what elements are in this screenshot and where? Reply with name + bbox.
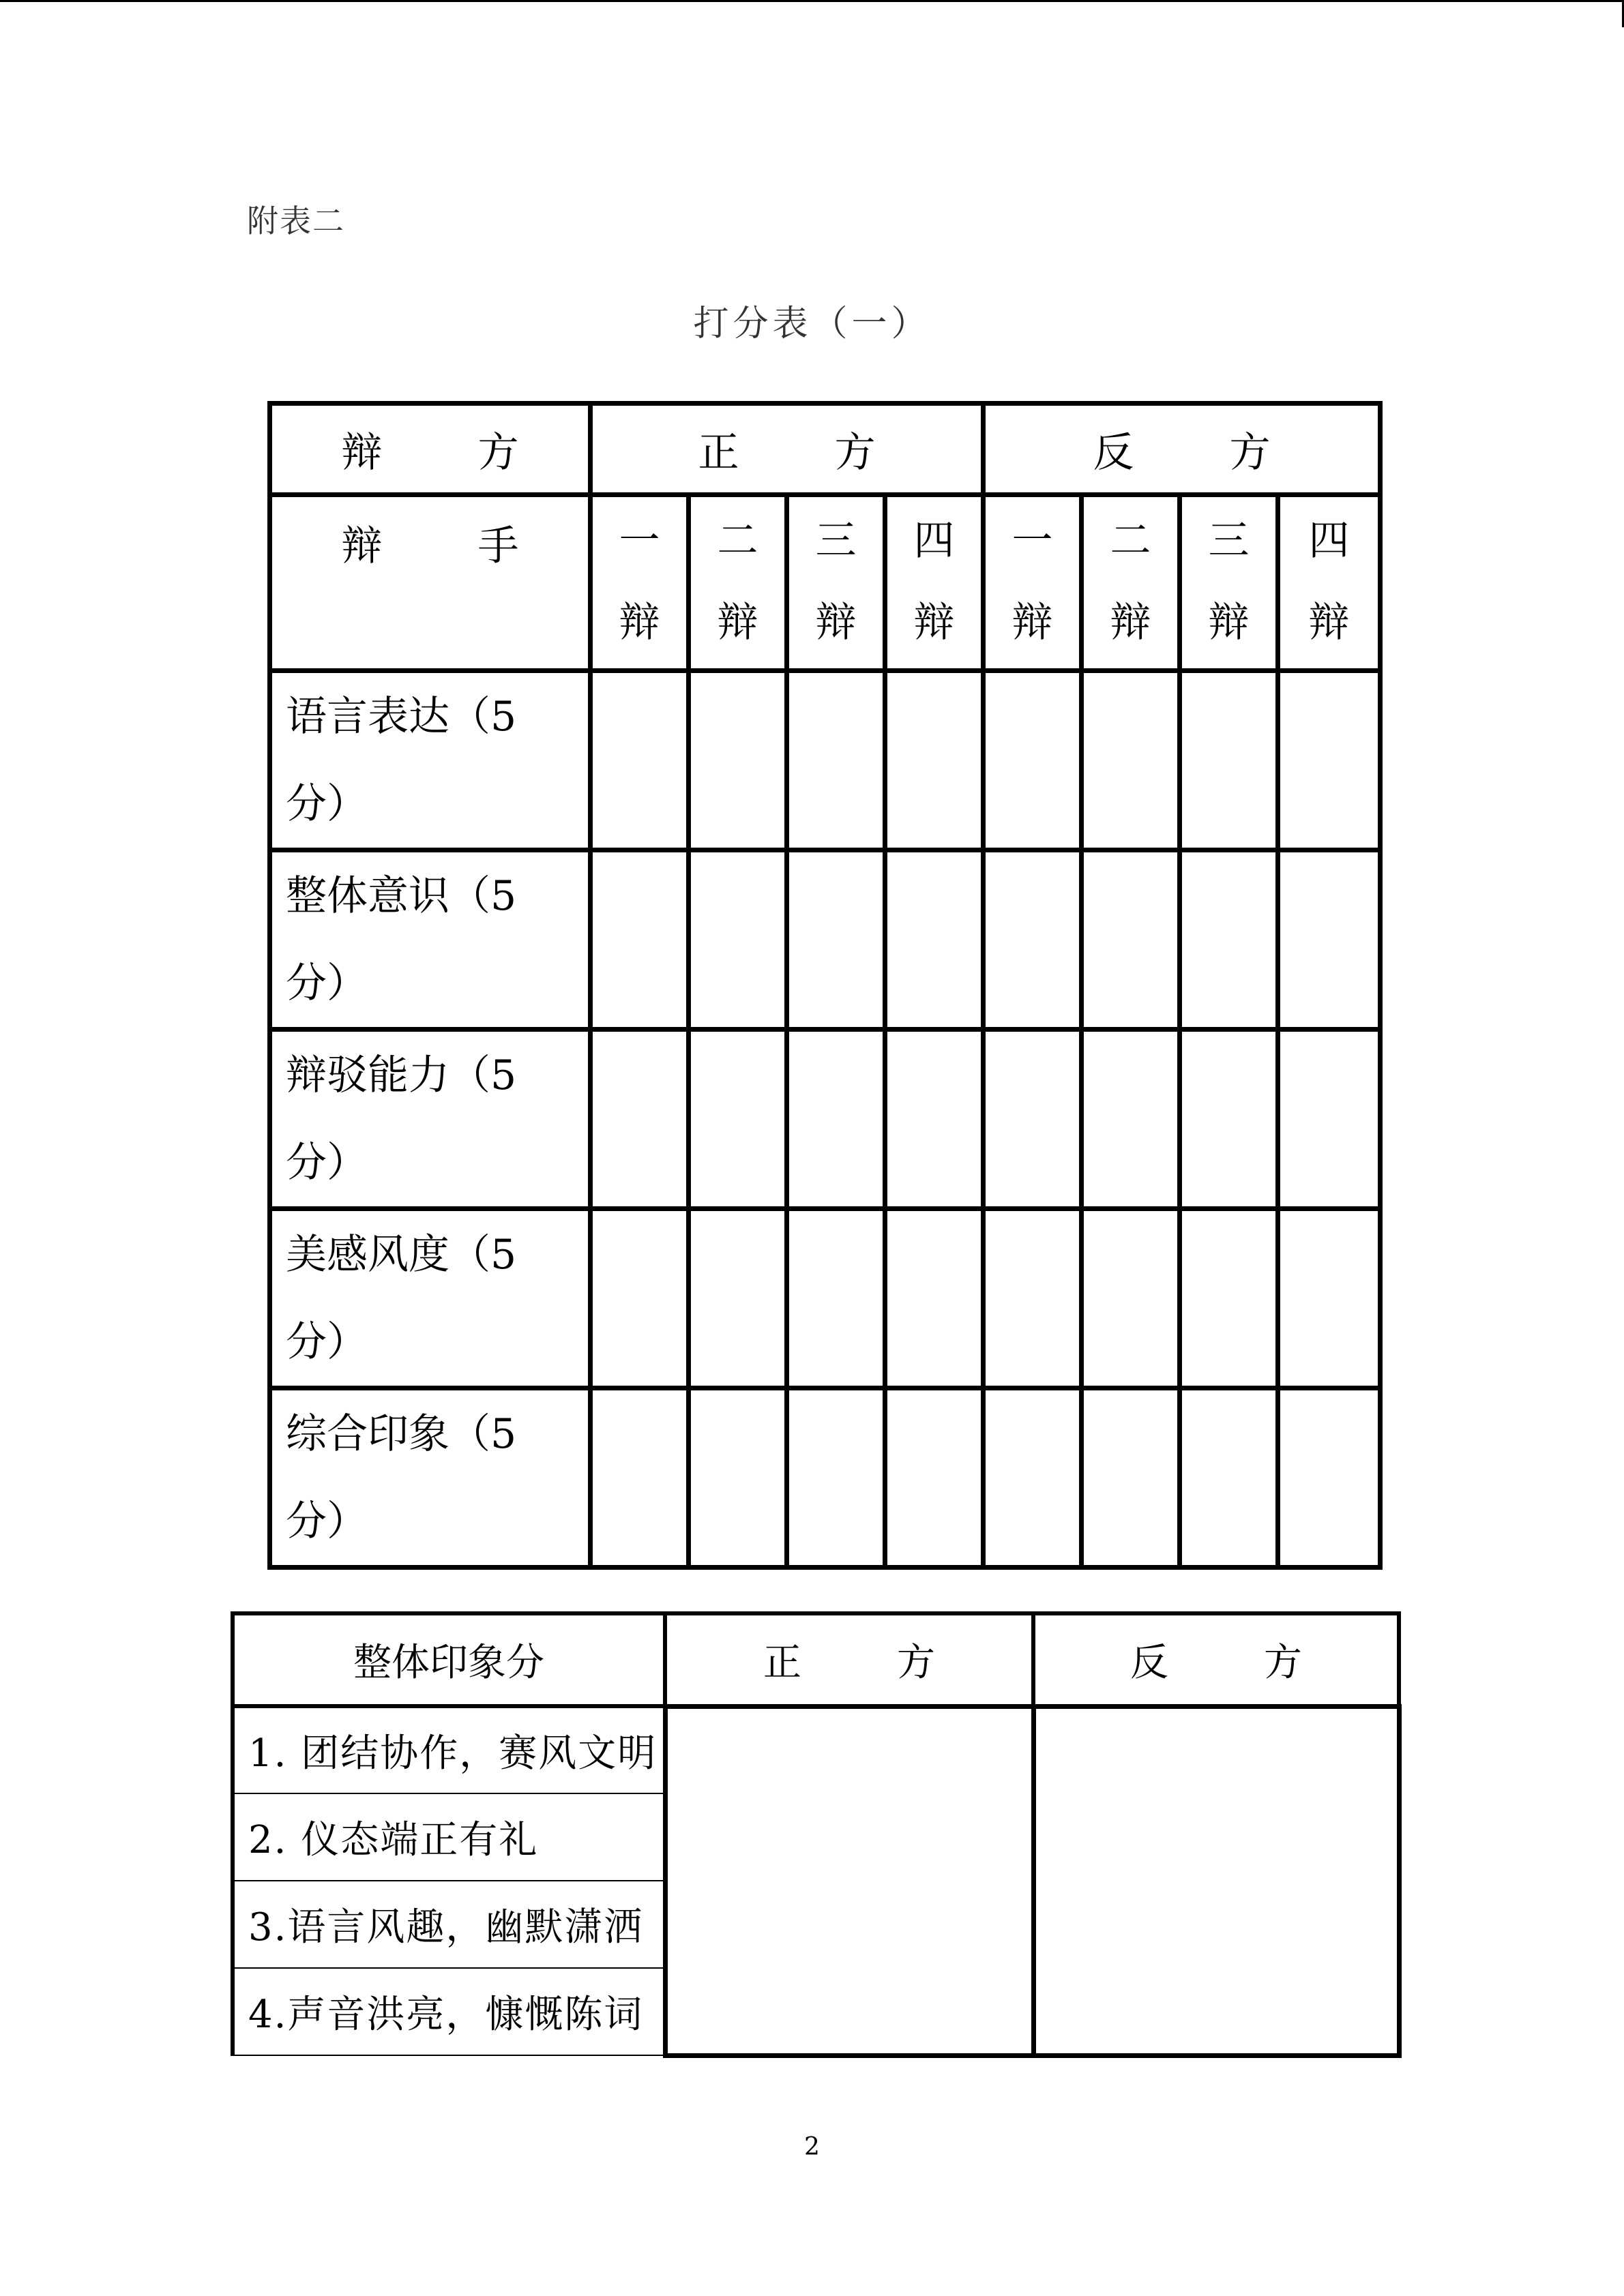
score-cell[interactable] [1082, 1030, 1180, 1209]
score-cell[interactable] [1180, 850, 1278, 1030]
score-cell[interactable] [689, 1388, 787, 1568]
score-cell[interactable] [885, 850, 984, 1030]
score-cell[interactable] [591, 850, 689, 1030]
debater-cell-neg-1: 一 辩 [984, 495, 1082, 671]
debater-cell-neg-3: 三 辩 [1180, 495, 1278, 671]
score-cell[interactable] [1278, 1388, 1381, 1568]
page-number: 2 [804, 2133, 820, 2161]
score-cell[interactable] [1082, 1209, 1180, 1388]
criterion-label: 整体意识（5 分） [270, 850, 591, 1030]
score-cell[interactable] [787, 1030, 885, 1209]
score-cell[interactable] [1180, 1209, 1278, 1388]
criterion-row [270, 671, 1381, 850]
score-cell[interactable] [591, 1030, 689, 1209]
criterion-label: 美感风度（5 分） [270, 1209, 591, 1388]
impression-header-row [233, 1613, 1399, 1706]
debater-header-row [270, 495, 1381, 671]
score-cell[interactable] [689, 1209, 787, 1388]
score-cell[interactable] [984, 1209, 1082, 1388]
criterion-label: 语言表达（5 分） [270, 671, 591, 850]
score-cell[interactable] [1278, 850, 1381, 1030]
score-cell[interactable] [787, 850, 885, 1030]
score-cell[interactable] [787, 1209, 885, 1388]
debater-cell-aff-4: 四 辩 [885, 495, 984, 671]
score-cell[interactable] [787, 1388, 885, 1568]
score-cell[interactable] [885, 1209, 984, 1388]
score-cell[interactable] [591, 1209, 689, 1388]
impression-item: 2. 仪态端正有礼 [233, 1793, 665, 1881]
debater-cell-aff-3: 三 辩 [787, 495, 885, 671]
debater-cell-neg-4: 四 辩 [1278, 495, 1381, 671]
score-cell[interactable] [689, 1030, 787, 1209]
impression-item: 4.声音洪亮，慷慨陈词 [233, 1968, 665, 2055]
impression-item: 1. 团结协作，赛风文明 [233, 1706, 665, 1793]
score-cell[interactable] [591, 671, 689, 850]
criterion-label: 综合印象（5 分） [270, 1388, 591, 1568]
score-cell[interactable] [885, 1030, 984, 1209]
criterion-row [270, 1209, 1381, 1388]
score-cell[interactable] [885, 1388, 984, 1568]
score-cell[interactable] [984, 1030, 1082, 1209]
debater-header-cell: 辩 手 [270, 495, 591, 671]
score-table [267, 401, 1383, 1570]
impression-header-cell: 整体印象分 [233, 1613, 665, 1706]
score-cell[interactable] [984, 1388, 1082, 1568]
score-cell[interactable] [689, 850, 787, 1030]
debater-cell-neg-2: 二 辩 [1082, 495, 1180, 671]
score-cell[interactable] [689, 671, 787, 850]
score-cell[interactable] [1278, 1209, 1381, 1388]
score-cell[interactable] [1278, 671, 1381, 850]
top-border-line [0, 0, 1624, 2]
side-header-cell: 辩 方 [270, 404, 591, 495]
side-header-row [270, 404, 1381, 495]
affirmative-header-cell: 正 方 [591, 404, 984, 495]
negative-header-cell: 反 方 [984, 404, 1381, 495]
score-cell[interactable] [885, 671, 984, 850]
debater-cell-aff-1: 一 辩 [591, 495, 689, 671]
criterion-row [270, 1388, 1381, 1568]
score-cell[interactable] [1180, 671, 1278, 850]
impression-affirmative-header: 正 方 [665, 1613, 1033, 1706]
impression-item: 3.语言风趣，幽默潇洒 [233, 1881, 665, 1968]
score-cell[interactable] [1082, 850, 1180, 1030]
negative-impression-score-cell[interactable] [1033, 1706, 1399, 2055]
score-cell[interactable] [1180, 1030, 1278, 1209]
score-cell[interactable] [591, 1388, 689, 1568]
debater-cell-aff-2: 二 辩 [689, 495, 787, 671]
annex-label: 附表二 [247, 203, 345, 239]
affirmative-impression-score-cell[interactable] [665, 1706, 1033, 2055]
criterion-row [270, 850, 1381, 1030]
score-cell[interactable] [984, 850, 1082, 1030]
score-cell[interactable] [1082, 671, 1180, 850]
score-cell[interactable] [1278, 1030, 1381, 1209]
score-cell[interactable] [984, 671, 1082, 850]
score-cell[interactable] [1082, 1388, 1180, 1568]
score-cell[interactable] [787, 671, 885, 850]
impression-table [231, 1611, 1402, 2058]
score-cell[interactable] [1180, 1388, 1278, 1568]
criterion-label: 辩驳能力（5 分） [270, 1030, 591, 1209]
impression-item-row [233, 1706, 1399, 1793]
criterion-row [270, 1030, 1381, 1209]
page-title: 打分表（一） [693, 303, 931, 344]
impression-negative-header: 反 方 [1033, 1613, 1399, 1706]
